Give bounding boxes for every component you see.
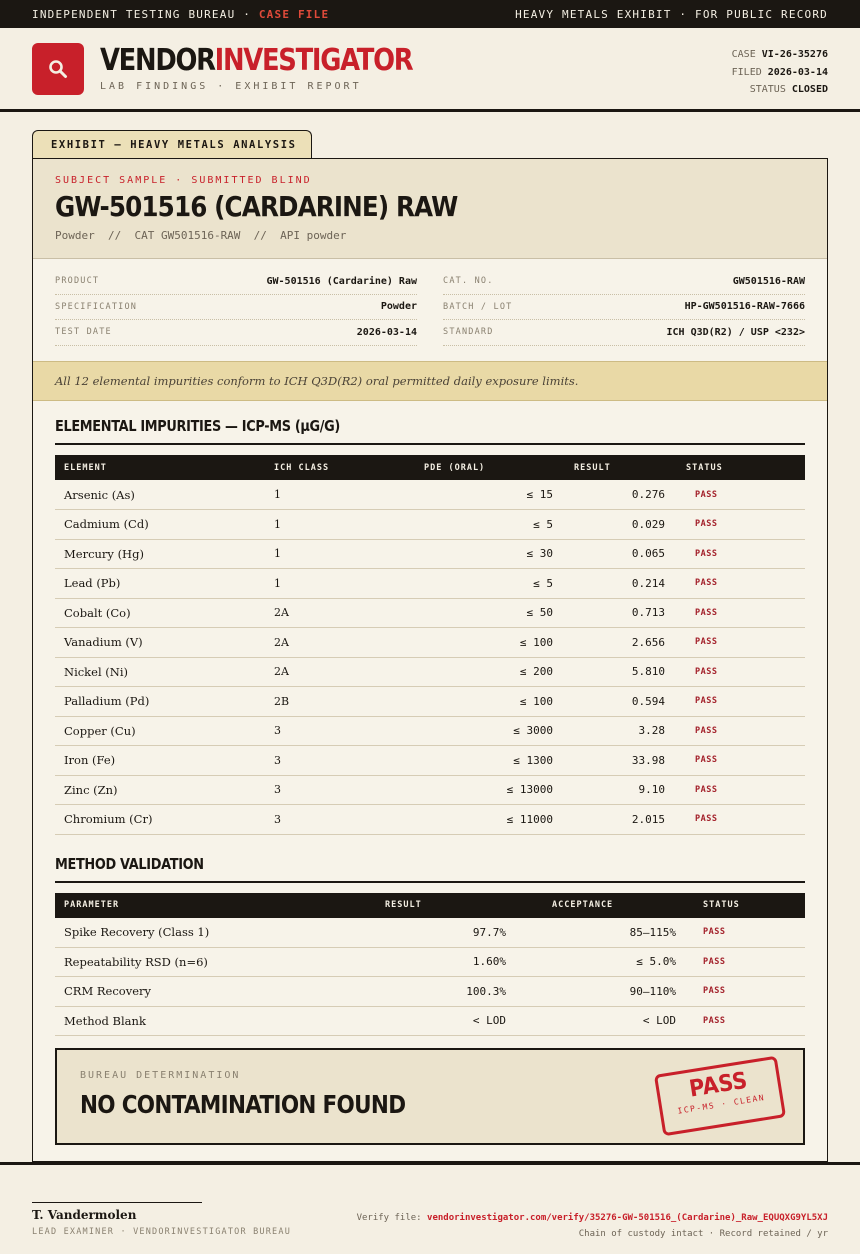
element-name: Cadmium (Cd) <box>55 510 265 540</box>
case-meta <box>732 46 828 99</box>
top-bar <box>0 0 860 28</box>
detail-row-standard <box>443 320 805 346</box>
case-status: CLOSED <box>791 84 828 95</box>
detail-label: SPECIFICATION <box>55 301 138 312</box>
ich-class: 2A <box>265 628 415 658</box>
ich-class: 2A <box>265 657 415 687</box>
exhibit-header <box>33 159 827 259</box>
pde-limit: ≤ 30 <box>415 539 565 569</box>
ich-class: 3 <box>265 716 415 746</box>
footer-rule <box>0 1162 860 1165</box>
acceptance-criteria: 85–115% <box>515 918 685 948</box>
conformance-summary: All 12 elemental impurities conform to ICH Q3D(R2) oral permitted daily exposure limits. <box>33 361 827 401</box>
detail-row-test-date <box>55 320 417 346</box>
ich-class: 1 <box>265 569 415 599</box>
result-value: 0.713 <box>565 598 677 628</box>
impurity-row <box>55 805 805 835</box>
impurities-section <box>33 401 827 835</box>
element-name: Vanadium (V) <box>55 628 265 658</box>
column-header: PDE (ORAL) <box>424 462 486 473</box>
impurity-row <box>55 510 805 540</box>
impurities-rule <box>55 443 805 445</box>
exhibit-tab: EXHIBIT — HEAVY METALS ANALYSIS <box>32 130 312 158</box>
result-value: 2.015 <box>565 805 677 835</box>
ich-class: 3 <box>265 775 415 805</box>
case-label: CASE <box>731 49 756 60</box>
brand-subtitle: LAB FINDINGS · EXHIBIT REPORT <box>100 81 362 92</box>
element-name: Copper (Cu) <box>55 716 265 746</box>
ich-class: 1 <box>265 480 415 510</box>
filed-row <box>732 64 828 82</box>
result-value: < LOD <box>315 1006 515 1036</box>
status-badge: PASS <box>685 1006 805 1036</box>
element-name: Arsenic (As) <box>55 480 265 510</box>
result-value: 0.276 <box>565 480 677 510</box>
impurity-row <box>55 687 805 717</box>
case-number: VI-26-35276 <box>761 49 828 60</box>
status-badge: PASS <box>677 598 805 628</box>
detail-label: PRODUCT <box>55 276 100 287</box>
column-header: ACCEPTANCE <box>552 900 614 910</box>
details-right-column <box>443 269 805 351</box>
pde-limit: ≤ 5 <box>415 569 565 599</box>
exhibit-kicker: SUBJECT SAMPLE · SUBMITTED BLIND <box>55 175 312 186</box>
detail-label: STANDARD <box>443 327 494 338</box>
bureau-determination <box>55 1048 805 1145</box>
acceptance-criteria: ≤ 5.0% <box>515 947 685 977</box>
impurity-row <box>55 716 805 746</box>
result-value: 3.28 <box>565 716 677 746</box>
status-badge: PASS <box>677 510 805 540</box>
case-number-row <box>732 46 828 64</box>
impurities-title: ELEMENTAL IMPURITIES — ICP-MS (µG/G) <box>55 417 340 435</box>
impurity-row <box>55 746 805 776</box>
pde-limit: ≤ 50 <box>415 598 565 628</box>
status-badge: PASS <box>677 716 805 746</box>
ich-class: 1 <box>265 539 415 569</box>
determination-text: NO CONTAMINATION FOUND <box>80 1090 406 1119</box>
result-value: 0.594 <box>565 687 677 717</box>
exhibit-card <box>32 158 828 1162</box>
status-row <box>732 81 828 99</box>
exhibit-subtitle: Powder // CAT GW501516-RAW // API powder <box>55 229 347 242</box>
element-name: Chromium (Cr) <box>55 805 265 835</box>
top-bar-case-file: CASE FILE <box>258 7 330 21</box>
validation-row <box>55 947 805 977</box>
acceptance-criteria: 90–110% <box>515 977 685 1007</box>
detail-row-cat-no <box>443 269 805 295</box>
ich-class: 2B <box>265 687 415 717</box>
header <box>0 28 860 112</box>
column-header: PARAMETER <box>64 900 120 910</box>
acceptance-criteria: < LOD <box>515 1006 685 1036</box>
brand <box>100 45 463 92</box>
validation-section <box>33 835 827 1037</box>
pde-limit: ≤ 100 <box>415 628 565 658</box>
top-bar-bureau: INDEPENDENT TESTING BUREAU · <box>32 7 259 21</box>
top-bar-right: HEAVY METALS EXHIBIT · FOR PUBLIC RECORD <box>515 7 828 21</box>
validation-row <box>55 918 805 948</box>
validation-row <box>55 977 805 1007</box>
detail-row-batch <box>443 295 805 321</box>
impurity-row <box>55 628 805 658</box>
validation-title: METHOD VALIDATION <box>55 854 204 873</box>
element-name: Iron (Fe) <box>55 746 265 776</box>
result-value: 2.656 <box>565 628 677 658</box>
verify-link[interactable]: vendorinvestigator.com/verify/35276-GW-501516_(Cardarine)_Raw_EQUQXG9YL5XJ <box>427 1213 828 1223</box>
result-value: 97.7% <box>315 918 515 948</box>
verify-line <box>357 1210 828 1226</box>
top-bar-left <box>32 8 329 21</box>
detail-value: HP-GW501516-RAW-7666 <box>684 301 805 313</box>
detail-value: GW501516-RAW <box>732 275 805 287</box>
element-name: Lead (Pb) <box>55 569 265 599</box>
result-value: 0.214 <box>565 569 677 599</box>
determination-label: BUREAU DETERMINATION <box>80 1070 241 1081</box>
magnifier-icon <box>47 58 69 80</box>
pde-limit: ≤ 1300 <box>415 746 565 776</box>
result-value: 9.10 <box>565 775 677 805</box>
column-header: ELEMENT <box>64 462 107 473</box>
element-name: Mercury (Hg) <box>55 539 265 569</box>
pde-limit: ≤ 15 <box>415 480 565 510</box>
status-badge: PASS <box>677 628 805 658</box>
result-value: 33.98 <box>565 746 677 776</box>
impurity-row <box>55 657 805 687</box>
ich-class: 2A <box>265 598 415 628</box>
sample-details <box>33 259 827 361</box>
detail-value: GW-501516 (Cardarine) Raw <box>266 275 417 287</box>
parameter-name: Method Blank <box>55 1006 315 1036</box>
status-badge: PASS <box>685 918 805 948</box>
result-value: 100.3% <box>315 977 515 1007</box>
status-badge: PASS <box>685 977 805 1007</box>
status-label: STATUS <box>749 84 786 95</box>
element-name: Zinc (Zn) <box>55 775 265 805</box>
element-name: Palladium (Pd) <box>55 687 265 717</box>
pde-limit: ≤ 11000 <box>415 805 565 835</box>
status-badge: PASS <box>677 805 805 835</box>
column-header: STATUS <box>703 900 740 910</box>
custody-note: Chain of custody intact · Record retained / yr <box>578 1229 828 1239</box>
brand-name <box>100 45 412 77</box>
signer-name: T. Vandermolen <box>32 1208 137 1222</box>
pde-limit: ≤ 100 <box>415 687 565 717</box>
detail-row-specification <box>55 295 417 321</box>
pde-limit: ≤ 13000 <box>415 775 565 805</box>
validation-rule <box>55 881 805 883</box>
filed-label: FILED <box>731 66 762 78</box>
column-header: STATUS <box>686 462 723 473</box>
ich-class: 3 <box>265 805 415 835</box>
impurities-table <box>55 455 805 835</box>
detail-row-product <box>55 269 417 295</box>
element-name: Nickel (Ni) <box>55 657 265 687</box>
detail-value: Powder <box>380 301 417 313</box>
impurity-row <box>55 539 805 569</box>
impurities-header-row <box>55 455 805 480</box>
brand-name-part2: INVESTIGATOR <box>214 43 413 78</box>
parameter-name: Spike Recovery (Class 1) <box>55 918 315 948</box>
column-header: ICH CLASS <box>274 462 330 473</box>
verify-block <box>357 1210 828 1242</box>
pde-limit: ≤ 5 <box>415 510 565 540</box>
result-value: 0.029 <box>565 510 677 540</box>
column-header: RESULT <box>385 900 422 910</box>
status-badge: PASS <box>677 775 805 805</box>
logo[interactable] <box>32 43 84 95</box>
detail-label: CAT. NO. <box>443 276 494 287</box>
stamp-sub-text: ICP-MS · CLEAN <box>676 1093 766 1116</box>
result-value: 1.60% <box>315 947 515 977</box>
verify-label: Verify file: <box>356 1213 428 1223</box>
impurity-row <box>55 775 805 805</box>
pde-limit: ≤ 200 <box>415 657 565 687</box>
impurity-row <box>55 598 805 628</box>
validation-header-row <box>55 893 805 918</box>
result-value: 5.810 <box>565 657 677 687</box>
validation-table <box>55 893 805 1037</box>
pass-stamp <box>654 1056 786 1137</box>
status-badge: PASS <box>677 539 805 569</box>
details-left-column <box>55 269 417 351</box>
ich-class: 1 <box>265 510 415 540</box>
detail-value: 2026-03-14 <box>356 326 417 338</box>
element-name: Cobalt (Co) <box>55 598 265 628</box>
result-value: 0.065 <box>565 539 677 569</box>
brand-name-part1: VENDOR <box>100 43 215 78</box>
validation-row <box>55 1006 805 1036</box>
impurity-row <box>55 480 805 510</box>
parameter-name: Repeatability RSD (n=6) <box>55 947 315 977</box>
status-badge: PASS <box>677 657 805 687</box>
status-badge: PASS <box>685 947 805 977</box>
exhibit-title: GW-501516 (CARDARINE) RAW <box>55 190 458 223</box>
impurity-row <box>55 569 805 599</box>
ich-class: 3 <box>265 746 415 776</box>
detail-label: TEST DATE <box>55 327 112 338</box>
column-header: RESULT <box>574 462 611 473</box>
status-badge: PASS <box>677 480 805 510</box>
filed-date: 2026-03-14 <box>767 66 828 78</box>
stamp-main-text: PASS <box>687 1067 750 1103</box>
detail-label: BATCH / LOT <box>443 301 513 312</box>
signer-role: LEAD EXAMINER · VENDORINVESTIGATOR BUREAU <box>32 1227 292 1237</box>
status-badge: PASS <box>677 569 805 599</box>
signature-line <box>32 1202 202 1203</box>
pde-limit: ≤ 3000 <box>415 716 565 746</box>
detail-value: ICH Q3D(R2) / USP <232> <box>666 326 805 338</box>
parameter-name: CRM Recovery <box>55 977 315 1007</box>
status-badge: PASS <box>677 687 805 717</box>
status-badge: PASS <box>677 746 805 776</box>
